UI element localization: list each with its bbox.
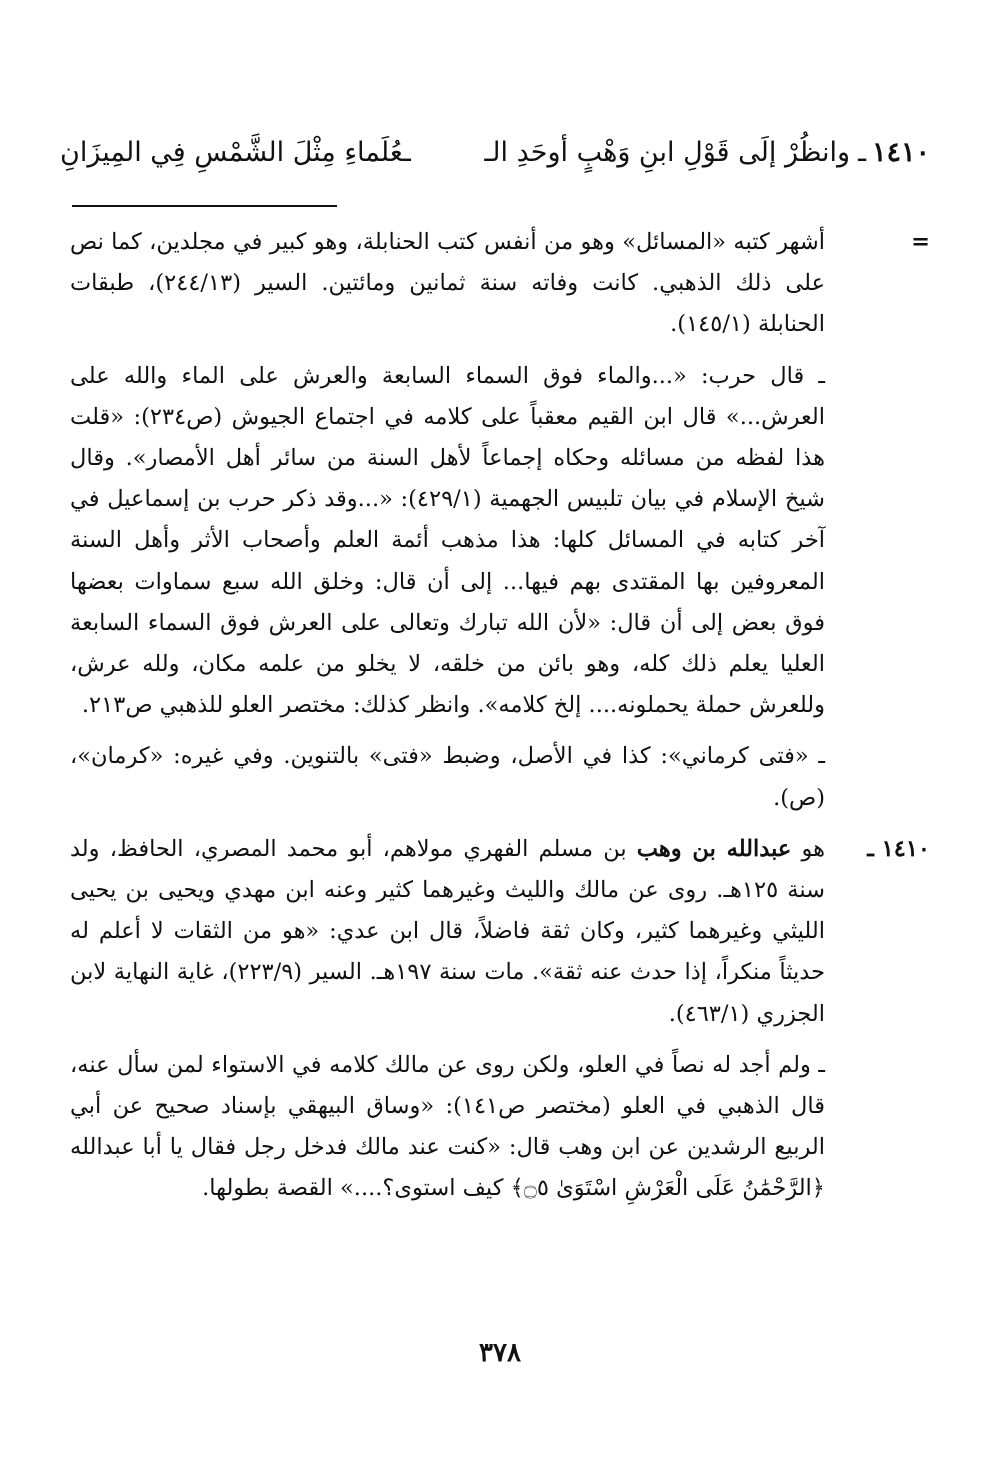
footnote-person-name: عبدالله بن وهب <box>636 835 792 862</box>
paragraph-text: ـ قال حرب: «...والماء فوق السماء السابعة والعرش على الماء والله على العرش...» قال ابن القيم معقباً على كلامه في اجتماع الجيوش (ص٢٣٤): «قلت هذا لفظه من مسائله وحكاه إجماعاً لأهل السنة من سائر أهل الأمصار». وقال شيخ الإسلام في بيان تلبيس الجهمية (٤٢٩/١): «...وقد ذكر حرب بن إسماعيل في آخر كتابه في المسائل كلها: هذا مذهب أئمة العلم وأصحاب الأثر وأهل السنة المعروفين بها المقتدى بهم فيها... إلى أن قال: وخلق الله سبع سماوات بعضها فوق بعض إلى أن قال: «لأن الله تبارك وتعالى على العرش فوق السماء السابعة العليا يعلم ذلك كله، وهو بائن من خلقه، لا يخلو من علمه مكان، ولله عرش، وللعرش حملة يحملونه.... إلخ كلامه». وانظر كذلك: مختصر العلو للذهبي ص٢١٣. <box>70 362 825 719</box>
footnote-paragraph-kirmani <box>70 736 930 818</box>
footnote-continuation <box>70 222 930 346</box>
paragraph-text: ـ ولم أجد له نصاً في العلو، ولكن روى عن مالك كلامه في الاستواء لمن سأل عنه، قال الذهبي في العلو (مختصر ص١٤١): «وساق البيهقي بإسناد صحيح عن أبي الربيع الرشدين عن ابن وهب قال: «كنت عند مالك فدخل رجل فقال يا أبا عبدالله ﴿الرَّحْمَٰنُ عَلَى الْعَرْشِ اسْتَوَىٰ ۝٥﴾ كيف استوى؟....» القصة بطولها. <box>70 1051 826 1202</box>
page-number: ٣٧٨ <box>479 1338 521 1368</box>
footnotes <box>70 222 930 1220</box>
footnote-1410 <box>70 829 930 1035</box>
footnote-paragraph-istiwa <box>70 1045 930 1210</box>
paragraph-text: ـ «فتى كرماني»: كذا في الأصل، وضبط «فتى» بالتنوين. وفي غيره: «كرمان»، (ص). <box>70 743 825 811</box>
footnote-paragraph-harb <box>70 356 930 727</box>
footnote-number: ١٤١٠ ـ <box>867 835 930 862</box>
footnote-separator <box>72 205 337 207</box>
verse-number: ١٤١٠ <box>871 136 930 168</box>
verse-dash: ـ <box>858 136 866 168</box>
continuation-mark: = <box>911 229 930 255</box>
verse-second-hemistich: ـعُلَماءِ مِثْلَ الشَّمْسِ فِي المِيزَانِ <box>60 136 411 168</box>
footnote-lead: هو <box>801 835 825 862</box>
continuation-text: أشهر كتبه «المسائل» وهو من أنفس كتب الحنابلة، وهو كبير في مجلدين، كما نص على ذلك الذهبي. كانت وفاته سنة ثمانين ومائتين. السير (٢٤٤/١٣)، طبقات الحنابلة (١٤٥/١). <box>70 229 825 338</box>
footnote-text: بن مسلم الفهري مولاهم، أبو محمد المصري، الحافظ، ولد سنة ١٢٥هـ. روى عن مالك والليث وغيرهما كثير وعنه ابن مهدي ويحيى بن يحيى الليثي وغيرهما كثير، وكان ثقة فاضلاً، قال ابن عدي: «هو من الثقات لا أعلم له حديثاً منكراً، إذا حدث عنه ثقة». مات سنة ١٩٧هـ. السير (٢٢٣/٩)، غاية النهاية لابن الجزري (٤٦٣/١). <box>70 835 826 1027</box>
poem-verse <box>60 130 930 174</box>
verse-first-hemistich: وانظُرْ إلَى قَوْلِ ابنِ وَهْبٍ أوحَدِ الـ <box>484 136 851 168</box>
